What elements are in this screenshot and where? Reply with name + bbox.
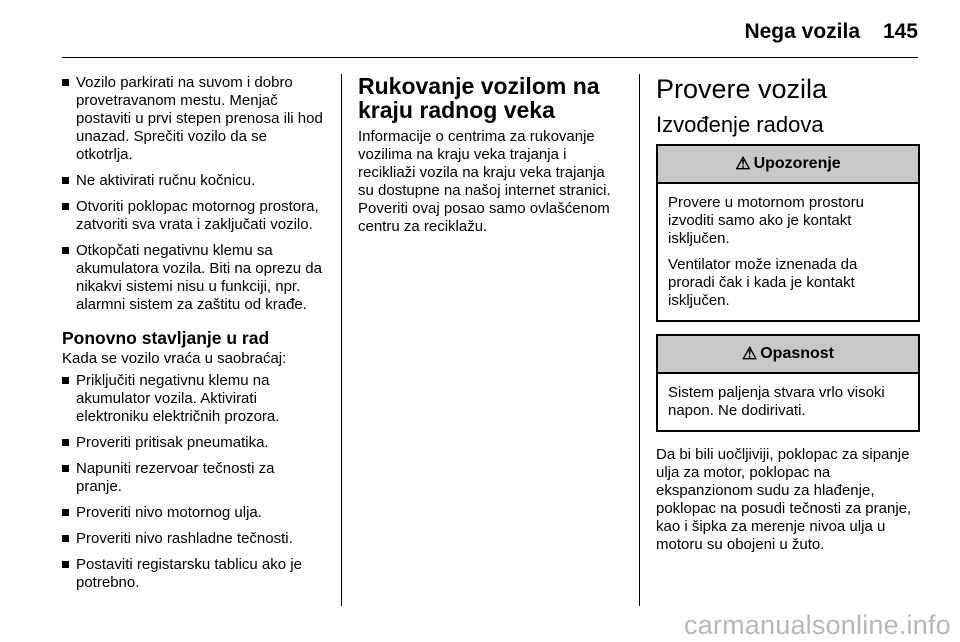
column-left xyxy=(62,74,324,600)
column-middle xyxy=(358,74,620,244)
danger-body xyxy=(658,374,918,430)
page-number: 145 xyxy=(882,20,918,43)
storage-steps-list xyxy=(62,74,324,314)
section-subheading: Izvođenje radova xyxy=(656,112,824,137)
warning-header xyxy=(658,146,918,184)
list-item: Proveriti nivo motornog ulja. xyxy=(62,504,324,522)
warning-triangle-icon: ⚠ xyxy=(741,344,758,363)
danger-box xyxy=(656,334,920,432)
running-title: Nega vozila xyxy=(744,20,860,43)
section-intro: Kada se vozilo vraća u saobraćaj: xyxy=(62,350,287,367)
warning-text: Ventilator može iznenada da proradi čak i kada je kontakt isključen. xyxy=(668,256,858,309)
column-divider-right xyxy=(639,74,640,606)
column-right xyxy=(656,74,920,562)
bullet-square-icon xyxy=(62,509,69,516)
bullet-square-icon xyxy=(62,439,69,446)
bullet-square-icon xyxy=(62,177,69,184)
list-item: Postaviti registarsku tablicu ako je potrebno. xyxy=(62,556,324,592)
bullet-square-icon xyxy=(62,535,69,542)
column-divider-left xyxy=(341,74,342,606)
bullet-square-icon xyxy=(62,561,69,568)
bullet-square-icon xyxy=(62,203,69,210)
section-subheading: Ponovno stavljanje u rad xyxy=(62,328,270,348)
danger-title: Opasnost xyxy=(760,345,835,362)
list-item: Napuniti rezervoar tečnosti za pranje. xyxy=(62,460,324,496)
chapter-heading: Provere vozila xyxy=(656,74,828,104)
section-body: Informacije o centrima za rukovanje vozilima na kraju veka trajanja i recikliaži vozila na kraju veka trajanja su dostupne na našoj internet stranici. Poveriti ovaj posao samo ovlašćenom centru za reciklažu. xyxy=(358,128,611,235)
section-heading: Rukovanje vozilom na kraju radnog veka xyxy=(358,73,600,123)
list-item: Proveriti pritisak pneumatika. xyxy=(62,434,324,452)
danger-header xyxy=(658,336,918,374)
list-item: Otkopčati negativnu klemu sa akumulatora vozila. Biti na oprezu da nikakvi sistemi nisu u funkciji, npr. alarmni sistem za zaštitu od krađe. xyxy=(62,242,324,314)
warning-triangle-icon: ⚠ xyxy=(735,154,751,173)
bullet-square-icon xyxy=(62,79,69,86)
watermark: carmanualsonline.info xyxy=(684,610,951,640)
recommission-steps-list xyxy=(62,372,324,592)
bullet-square-icon xyxy=(62,465,69,472)
warning-body xyxy=(658,184,918,320)
warning-box xyxy=(656,144,920,322)
warning-text: Provere u motornom prostoru izvoditi samo ako je kontakt isključen. xyxy=(668,194,864,247)
list-item: Proveriti nivo rashladne tečnosti. xyxy=(62,530,324,548)
warning-title: Upozorenje xyxy=(753,155,841,172)
header-divider xyxy=(62,57,918,58)
list-item: Vozilo parkirati na suvom i dobro provetravanom mestu. Menjač postaviti u prvi stepen prenosa ili hod unazad. Sprečiti vozilo da se otkotrlja. xyxy=(62,74,324,164)
section-body: Da bi bili uočljiviji, poklopac za sipanje ulja za motor, poklopac na ekspanzionom sudu za hlađenje, poklopac na posudi tečnosti za pranje, kao i šipka za merenje nivoa ulja u motoru su obojeni u žuto. xyxy=(656,446,912,553)
list-item: Priključiti negativnu klemu na akumulator vozila. Aktivirati elektroniku električnih prozora. xyxy=(62,372,324,426)
list-item: Ne aktivirati ručnu kočnicu. xyxy=(62,172,324,190)
list-item: Otvoriti poklopac motornog prostora, zatvoriti sva vrata i zaključati vozilo. xyxy=(62,198,324,234)
danger-text: Sistem paljenja stvara vrlo visoki napon. Ne dodirivati. xyxy=(668,384,885,419)
bullet-square-icon xyxy=(62,377,69,384)
bullet-square-icon xyxy=(62,247,69,254)
page-header xyxy=(0,0,960,58)
